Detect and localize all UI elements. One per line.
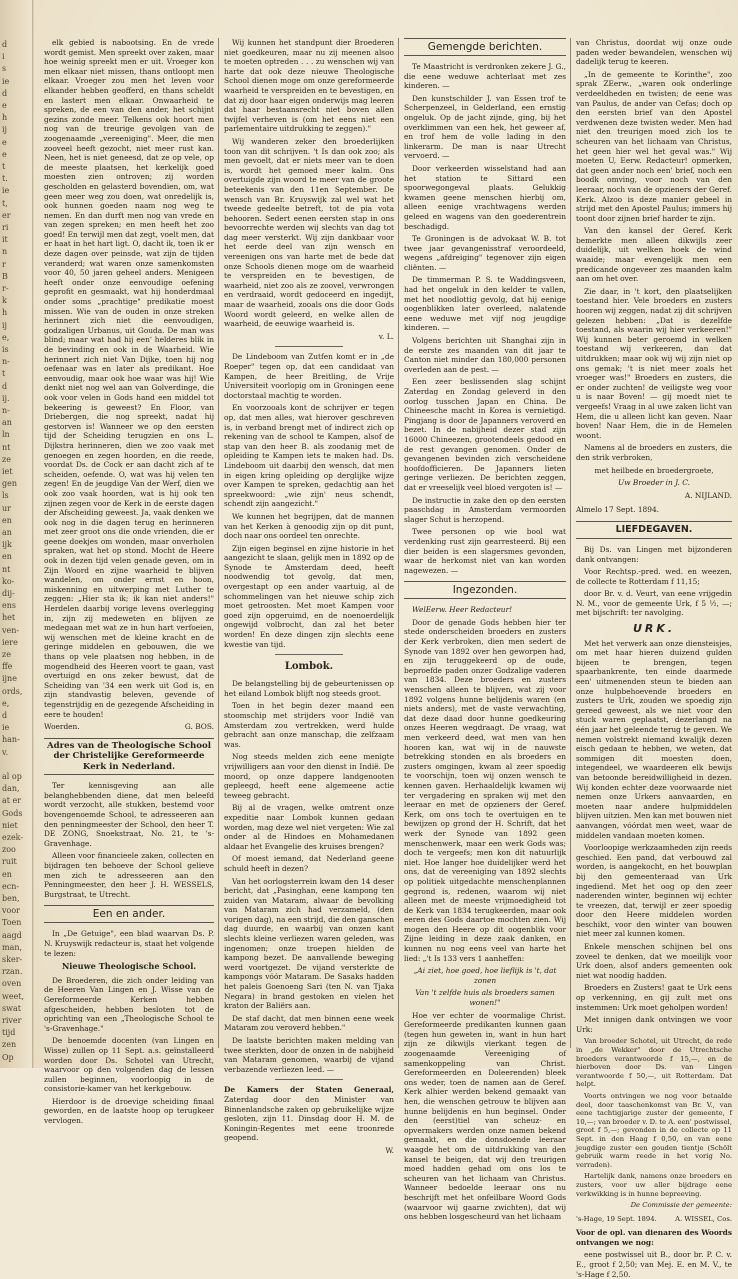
letter-paragraph: Hoe ver echter de voormalige Christ. Gereformeerde predikanten kunnen gaan (tegen hun geweten in, want in hun hart zijn ze dikwijls vierkant tegen de zoogenaamde Vereeniging of samenkoppeling van Christ. Gereformeerden en Doleerenden) bleek ons weder, toen de namen aan de Geref. Kerk alhier werden bekend gemaakt van hen, die wenschen getrouw te blijven aan hunne belijdenis en hun beginsel. Onder den (eerst)tiel van scheuz- en opvermakers werden onze namen bekend gemaakt, en die donsdoende leeraar waagde het om de uitdrukking van den kansel te beigen, dat wij den treurigen moed hadden gehad om ons los te scheuren van het lichaam van Christus. Wanneer bedoelde leeraar ons nu beschrijft met het onfeilbare Woord Gods (waarvoor wij gaarne zwichten), dat wij ons hebben losgescheurd van het lichaam: [404, 1010, 566, 1222]
adjacent-page-fragment: it: [2, 235, 8, 245]
adjacent-page-fragment: d: [2, 711, 8, 720]
letter-place-date: Almelo 17 Sept. 1894.: [576, 505, 659, 515]
article-paragraph: En voorzooals kont de schrijver er tegen op, dat men alles, wat hierover geschreven is, in verband brengt met of indirect zich op rekening van de school te Kampen, alsof de stap van den heer B. als zoodanig met de opleiding te Kampen iets te maken had. Ds. Lindeboom uit daarbij den wensch, dat men in eigen kring opleiding op derglijke wijze over Kampen te spreken, gedachtig aan het spreekwoord: „wie zijn' neus schendt, schendt zijn aangezicht.": [224, 403, 394, 509]
adjacent-page-fragment: zen: [2, 1040, 17, 1050]
adjacent-page-fragment: is: [2, 345, 9, 354]
donation-paragraph: Bij Ds. van Lingen met bijzonderen dank ontvangen:: [576, 544, 732, 564]
column-4: [576, 38, 732, 1279]
adjacent-page-fragment: ffe: [2, 662, 13, 672]
adjacent-page-fragment: weet,: [2, 991, 25, 1001]
article-paragraph: Van het oorlogsterrein kwam den 14 deser bericht, dat „Pasinghan, eene kampong ten zuiden van Mataram, alwaar de bevolking van Mataram zich had verzameld, (den vorigen dag), na een strijd, die den ganschen dag duurde, en waarbij van onzen kant slechts kleine verliezen waren geleden, was ingenomen; onze troepen hielden de kampong bezet. De aanvallende beweging werd voortgezet. De vijand versterkte de kampongs vóór Mataram. De Sasaks hadden het paleis Goenoeng Sari (ten N. van Tjaka Negara) in brand gestoken en vielen het kraton der Baliërs aan.: [224, 876, 394, 1011]
signature: W.: [385, 1145, 394, 1155]
section-divider: [275, 654, 343, 655]
article-paragraph: Toen in het begin dezer maand een stoomschip met strijders voor Indië van Amsterdam zou vertrekken, werd hulde gebracht aan onze manschap, die zelfzaam was.: [224, 701, 394, 749]
letter-paragraph: Van den kansel der Geref. Kerk bemerkte men alleen dikwijls zeer duidelijk, uit welken hoek de wind waaide; maar evengelijk men een predicande ongeveer zes maanden kalm aan om het over.: [576, 226, 732, 284]
adjacent-page-fragment: man,: [2, 942, 23, 952]
adjacent-page-fragment: swat: [2, 1003, 21, 1013]
adjacent-page-fragment: ven-: [2, 625, 20, 635]
adjacent-page-fragment: en: [2, 552, 12, 562]
news-item: Volgens berichten uit Shanghai zijn in de eerste zes maanden van dit jaar te Canton niet minder dan 180,000 personen overleden aan de pest. —: [404, 336, 566, 374]
nieuwe-school-paragraph-2: De benoemde docenten (van Lingen en Wisse) zullen op 11 Sept. a.s. geïnstalleerd worden door Ds. Schotel van Utrecht, waarvoor op den volgenden dag de lessen zullen beginnen, voorloopig in de consistorie-kamer van het kerkgebouw.: [44, 1036, 214, 1094]
adjacent-page-fragment: zoo: [2, 845, 16, 855]
ingezonden-heading: Ingezonden.: [404, 581, 566, 599]
adjacent-page-fragment: h: [2, 113, 8, 123]
nieuwe-school-heading: Nieuwe Theologische School.: [61, 961, 197, 972]
small-paragraph: Voorts ontvingen we nog voor betaalde deel, door taaschenkomst van Br. V., van eene tachtigjarige zuster der gemeente, f 10,—; van broeder v. D. te A. een' postwissel, groot f 5,—; gevonden in de collecte op 11 Sept. in den Haag f 0,50, en van eene jeugdige zuster een gouden tientje (Schölt gebruik warm reede in het vorig No. verraden).: [576, 1091, 732, 1169]
letter-signature: A. NIJLAND.: [684, 490, 732, 500]
quoted-verse: „Ai ziet, hoe goed, hoe lieflijk is 't, dat zonen: [413, 966, 557, 985]
nieuwe-school-paragraph: De Broederen, die zich onder leiding van de Heeren Van Lingen en J. Wisse van de Gereformeerde Kerken hebben afgescheiden, hebben besloten tot de oprichting van een „Theologische School te 's-Gravenhage.": [44, 975, 214, 1033]
small-paragraph: Van broeder Schotel, uit Utrecht, de rede in „de Wekker" door de Utrechtsche broeders verantwoorde f 15,—, en de hierboven door Ds. van Lingen verantwoorde f 50,—, uit Rotterdam. Dat helpt.: [576, 1037, 732, 1089]
column-rule-3: [570, 38, 571, 1048]
signature: v. L.: [378, 331, 394, 341]
adjacent-page-fragment: niet: [2, 820, 18, 830]
adjacent-page-fragment: ri: [2, 223, 9, 232]
letter-paragraph: „In de gemeente te Korinthe", zoo sprak ZEerw., „waren ook onderlinge verdeeldheden en twisten; de eene was van Paulus, de ander van Cefas; doch op den eersten brief van den Apostel verdwenen deze twisten weder. Men had niet den treurigen moed zich los te scheuren van het lichaam van Christus, het geen hier wel het geval was." Wij moeten U, Eerw. Redacteur! opmerken, dat geen ander noch een' brief, noch een boodk omving, voor noch van den leeraar, noch van de opzieners der Geref. Kerk. Alzoo is deze manier gebeel in strijd met den Apostel Paulus; immers hij toont door zijnen brief harder te zijn.: [576, 69, 732, 223]
adjacent-page-fragment: iere: [2, 637, 18, 647]
adjacent-page-margin: [0, 0, 33, 1068]
adjacent-page-fragment: n: [2, 247, 8, 257]
adjacent-page-fragment: Toen: [2, 918, 22, 928]
adjacent-page-fragment: d: [2, 40, 8, 49]
lombok-heading: Lombok.: [284, 661, 334, 673]
adjacent-page-fragment: Op: [2, 1052, 14, 1062]
news-item: De timmerman P. S. te Waddingsveen, had het ongeluk in den kelder te vallen, met het noodlottig gevolg, dat hij eenige oogenblikken later overleed, nalatende eene weduwe met vijf nog jeugdige kinderen. —: [404, 275, 566, 333]
pred-paragraph: eene postwissel uit B., door br. P. C. v. E., groot f 2,50; van Mej. E. en M. V., te 's-Hage f 2,50.: [576, 1250, 732, 1279]
article-paragraph: De Lindeboom van Zutfen komt er in „de Roeper" tegen op, dat een candidaat van Kampen, de heer Breitling, de Vrije Universiteit voorlopig om in Groningen eene doctorstaal machtig te worden.: [224, 352, 394, 400]
adjacent-page-fragment: er: [2, 210, 11, 220]
adjacent-page-fragment: e: [2, 137, 7, 147]
adres-paragraph-2: Alleen voor financieele zaken, collecten en bijdragen ten behoeve der School gelieve men zich te adresseeren aan den Penningmeester, den heer J. H. WESSELS, Burgstraat, te Utrecht.: [44, 851, 214, 899]
article-paragraph: Wij kunnen het standpunt dier Broederen niet goedkeuren, maar nu zij meenen alsoo te moeten optreden . . . zu wenschen wij van harte dat ook deze nieuwe Theologische School dienen moge om onze gereformeerde waarheid te verspreiden en te bevestigen, en dat zij door haar eigen onderwijs mag leeren dat haar bestaansrecht niet boven allen twijfel verheven is (om het eens niet een parlementaire uitdrukking te zeggen).": [224, 38, 394, 134]
news-item: De instructie in zake den op den eersten paaschdag in Amsterdam vermoorden slager Schut is herzopend.: [404, 495, 566, 524]
adjacent-page-fragment: nt: [2, 564, 11, 574]
adjacent-page-fragment: e,: [2, 332, 10, 342]
liefdegaven-heading: LIEFDEGAVEN.: [576, 521, 732, 539]
column-1: [44, 38, 214, 1126]
closing-line: Uw Broeder in J. C.: [618, 478, 690, 488]
article-paragraph: Zijn eigen beginsel en zijne historie in het aangezicht te slaan, gelijk men in 1892 op de Synode te Amsterdam deed, heeft noodwendig tot gevolg, dat men, overgestapt op een ander vaartuig, al de schommelingen van het nieuwe schip zich moet getroosten. Met moet Kampen voor goed zijn opgeruimd, en de noenoerdelijk ongewijd volbrocht, dan zal het beter worden! En deze dingen zijn slechts eene kwestie van tijd.: [224, 543, 394, 649]
adjacent-page-fragment: dan,: [2, 784, 20, 794]
adjacent-page-fragment: at er: [2, 796, 22, 806]
urk-paragraph: Voorloopige werkzaamheden zijn reeds geschied. Een pand, dat verbouwd zal worden, is aangekocht, en het bouwplan bij den gemeenteraad van Urk ingediend. Met het oog op den zeer naderenden winter, beginnen wij echter te vreezen, dat, terwijl er zeer spoedig door den Heere middelen worden beschikt, voor den winter van bouwen niet meer zal kunnen komen.: [576, 843, 732, 939]
adjacent-page-fragment: nt: [2, 442, 11, 452]
adjacent-page-fragment: Gods: [2, 808, 23, 818]
urk-paragraph: Met het verwerk aan onze diensteisjes, om met haar hieren duizend gulden bijeen te brengen, tegen spaarbankrente, ten einde daarmede een' uitmenenden steun te bieden aan onze hulpbehoevende broeders en zusters te Urk, zouden we spoedig zijn gereed geweest, als we niet voor den stuck waren geplaatst, dezerlangd na één jaar het geleende terug te geven. We nemen volstrekt niemand kwalijk dezen eisch gedaan te hebben, we weten, dat sommigen dit moesten doen, integendeel, we waardeeren elk bewijs van betoonde bereidwilligheid in dezen. Wij konden echter deze voorwaarde niet nemen onze Urkers aanvaarden, en moeten naar andere hulpmiddelen blijven uitzien. Men kan met bouwen niet aanvangen, vóórdat men weet, waar de middelen vandaan moeten komen.: [576, 638, 732, 840]
article-paragraph: Wij wanderen zeker den broederlijken toon van dit schrijven. 't Is dan ook zoo; als men gevoelt, dat er niets meer van te doen is, wordt het gemoed meer kalm. Ons overtuigde zijn woord te meer van de groote beteekenis van den 11en September. De wensch van Br. Kruyswijk zal wel wat het tweede gedeelte betreft, tot de pia vota behooren. Sedert eenen eersten stap in ons bevoorrechte werden wij slechts van dag tot dag meer versterkt. Wij zijn dankbaar voor het eerde deel van zijn wensch en vereenigen ons van harte met de bede dat onze Schools dienen moge om de waarheid te verspreiden en te bevestigen, de waarheid, niet zoo als ze zoovel, verwrongen en verdraaid, wordt gedoceerd en ingedijt, maar de waarheid, zooals ons die door Gods Woord wordt geleerd, en welke allen de waarheid, de eeuwige waarheid is.: [224, 136, 394, 329]
letter-paragraph: Zie daar, in 't kort, den plaatselijken toestand hier. Vele broeders en zusters hooren wij zeggen, nadat zij dit schrijven gelezen hebben: „Dat is dezelfde toestand, als waarin wij hier verkeeren!" Wij kunnen beter geroemd in welken toestand wij verkeeren, dan dat uitdrukken; maar ook wij wij zijn niet op ons gemak; 't is niet meer zoals het vroeger was!" Broeders en zusters, die er onder zuchten! de veiligste weg voor u is naar Boven! — gij moedt niet te vergeefs! Vraag in al uwe zaken licht van Hem, die u alleen licht kan geven. Naar boven! Naar Hem, die in de Hemelen woont.: [576, 286, 732, 440]
kamers-paragraph: [224, 1085, 394, 1143]
adjacent-page-fragment: en: [2, 869, 12, 879]
adjacent-page-fragment: rzan.: [2, 967, 23, 977]
news-item: Den kunstschilder J. van Essen trof te Scherpenzeel, in Gelderland, een ernstig ongeluk. Op de jacht zijnde, ging, bij het overklimmen van een hek, het geweer af, en trof hem de volle lading in den linkerarm. De man is naar Utrecht vervoerd. —: [404, 93, 566, 161]
adjacent-page-fragment: ruit: [2, 857, 17, 867]
news-item: Te Maastricht is verdronken zekere J. G., die eene weduwe achterlaat met zes kinderen. —: [404, 62, 566, 91]
letter-paragraph: Namens al de broeders en zusters, die den strik verbroken,: [576, 443, 732, 462]
adjacent-page-fragment: iet: [2, 467, 13, 476]
adjacent-page-fragment: ijk: [2, 540, 12, 550]
article-paragraph: Bij al de vragen, welke omtrent onze expeditie naar Lombok kunnen gedaan worden, mag deze wel niet vergeten: Wie zal onder al de Hindoes en Mohamedanen aldaar het Evangelie des kruises brengen?: [224, 803, 394, 851]
letter-paragraph: van Christus, doordat wij onze oude paden weder bewandelen, wenschen wij dadelijk terug te keeren.: [576, 38, 732, 67]
section-divider: [275, 346, 343, 347]
adjacent-page-fragment: gen: [2, 479, 18, 489]
column-rule-2: [398, 38, 399, 1048]
urk-heading: URK.: [632, 622, 676, 636]
adjacent-page-fragment: al op: [2, 772, 22, 781]
adjacent-page-fragment: e: [2, 149, 7, 159]
article-paragraph: De belangstelling bij de gebeurtenissen op het eiland Lombok blijft nog steeds groot.: [224, 679, 394, 698]
adjacent-page-fragment: ij.: [2, 393, 10, 403]
adjacent-page-fragment: ie: [2, 186, 10, 196]
letter-paragraph: Door de genade Gods hebben hier ter stede onderscheiden broeders en zusters der Kerk verbroken, dien men sedert de Synode van 1892 over hen geworpen had, en zijn teruggekeerd op de oude, beproefde paden onzer Godzalige vaderen van 1834. Deze broeders en zusters wenschen alleen te blijven, wat zij voor 1892 volgens hunne belijdenis waren (en niets anders), met de vaste verwachting, dat deze daad door hunne goedkeuring onzes Heeren wegdraagt. De vraag, wat men verkeerd deed, wat men van hen hooren kan, wat wij in de nauwste betrekking stonden en als broeders en zusters omgingen, kwam al zeer spoedig te voorschijn, toen wij onzen wensch te kennen gaven. Herhaaldelijk kwamen wij ter vergadering en spraken wij met den leeraar en met de opzieners der Geref. Kerk, om ons toch te overtuigen en te bewijzen op grond der H. Schrift, dat het werk der Synode van 1892 geen menschenwerk, maar een werk Gods was; doch te vergeefs; men kon dit natuurlijk niet. Hoe langer hoe duidelijker werd het ons, dat de vereeniging van 1892 slechts op politiek uitgedachte menschenplannen gegrond is, redenen, waarom wij niet alleen met de meeste vrijmoedigheid tot de Kerk van 1834 terugkeerden, maar ook eeren des Gods daartoe mochten zien. Wij mogen den Heere op dit oogenblik voor Zijne leiding in deze zaak danken, en kunnen nu nog eens veel van harte het lied: „'t Is 133 vers 1 aanheffen:: [404, 617, 566, 963]
adjacent-page-fragment: e: [2, 101, 7, 110]
small-paragraph: Hartelijk dank, namens onze broeders en zusters, voor uw aller bijdrage eene verkwikking is in hunne bepreeving.: [576, 1172, 732, 1198]
closing-line: met heilbede en broedergroete,: [594, 465, 714, 475]
commissie-footer: [576, 1215, 732, 1224]
adres-heading: Adres van de Theologische School der Christelijke Gereformeerde Kerk in Nederland.: [44, 738, 214, 776]
adjacent-page-fragment: v.: [2, 747, 9, 757]
signature: [44, 722, 214, 732]
section-divider: [275, 1079, 343, 1080]
adjacent-page-fragment: t: [2, 369, 6, 379]
adjacent-page-fragment: s: [2, 64, 7, 74]
adjacent-page-fragment: h: [2, 308, 8, 318]
adjacent-page-fragment: ens: [2, 601, 16, 611]
gemengde-berichten-heading: Gemengde berichten.: [404, 38, 566, 56]
signature-place: Woerden.: [44, 722, 80, 732]
donation-paragraph: Voor Rechtsp.-pred. wed. en weezen, de collecte te Rotterdam f 11,15;: [576, 567, 732, 586]
een-en-ander-intro: In „De Getuige", een blad waarvan Ds. P. N. Kruyswijk redacteur is, staat het volgende te lezen:: [44, 929, 214, 958]
urk-paragraph: Met innigen dank ontvingen we voor Urk:: [576, 1015, 732, 1034]
pred-heading: Voor de opl. van dienaren des Woords ontvangen we nog:: [576, 1228, 732, 1247]
column-3: [404, 38, 566, 1222]
adjacent-page-fragment: aagd: [2, 930, 22, 940]
adjacent-page-fragment: t.: [2, 174, 8, 184]
adjacent-page-fragment: n-: [2, 406, 10, 415]
column-rule-1: [218, 38, 219, 1048]
een-en-ander-heading: Een en ander.: [44, 905, 214, 923]
adjacent-page-fragment: ords,: [2, 686, 23, 696]
column-2: [224, 38, 394, 1155]
adjacent-page-fragment: n-: [2, 357, 10, 367]
quoted-verse: Van 't zelfde huis als broeders samen wonen!": [415, 988, 555, 1008]
adjacent-page-fragment: en: [2, 515, 12, 525]
adjacent-page-fragment: r-: [2, 284, 9, 293]
adjacent-page-fragment: d: [2, 88, 8, 98]
donation-paragraph: door Br. v. d. Veurt, van eene vrijgedin N. M., voor de gemeente Urk, f 5 ½, —; met bijschrift: ter navolging.: [576, 589, 732, 618]
adjacent-page-fragment: han-: [2, 735, 20, 745]
adjacent-page-fragment: ze: [2, 454, 11, 464]
news-item: Te Groningen is de advokaat W. B. tot twee jaar gevangenisstraf veroordeeld, wegens „afdreiging" tegenover zijn eigen cliënten. —: [404, 234, 566, 272]
adjacent-page-fragment: ij: [2, 320, 8, 330]
adjacent-page-fragment: ko-: [2, 576, 15, 586]
adjacent-page-fragment: dij-: [2, 589, 15, 598]
adjacent-page-fragment: B: [2, 271, 8, 281]
adjacent-page-fragment: an: [2, 418, 12, 428]
commissie-place: 's-Hage, 19 Sept. 1894.: [576, 1214, 657, 1223]
adjacent-page-fragment: ls: [2, 491, 9, 501]
nieuwe-school-paragraph-3: Hierdoor is de droevige scheiding finaal geworden, en de laatste hoop op terugkeer vervlogen.: [44, 1096, 214, 1126]
article-paragraph: Of moest iemand, dat Nederland geene schuld heeft in dezen?: [224, 854, 394, 873]
adjacent-page-fragment: ie: [2, 723, 10, 733]
urk-paragraph: Enkele menschen schijnen bel ons zoveel te denken, dat we moeilijk voor Urk doen, alsof anders gemeenten ook niet wat noodig hadden.: [576, 942, 732, 980]
lombok-article: [224, 679, 394, 1074]
adjacent-page-fragment: het: [2, 613, 16, 623]
adjacent-page-fragment: d: [2, 381, 8, 391]
article-paragraph: Nog steeds melden zich eene menigte vrijwilligers aan voor den dienst in Indië. De moord, op onze dappere landgenooten gepleegd, heeft eene algemeene actie teweeg gebracht.: [224, 752, 394, 800]
adres-paragraph: Ter kennisgeving aan alle belanghebbenden diene, dat men beleefd wordt verzocht, alle stukken, bestemd voor bovengenoemde School, te adresseeren aan den penningmeester der School, den heer T. DE ZONG, Snoekstraat, No. 21, te 's-Gravenhage.: [44, 781, 214, 848]
commissie-signature: De Commissie der gemeente:: [630, 1201, 732, 1210]
adjacent-page-fragment: ijne: [2, 674, 17, 684]
adjacent-page-fragment: voor: [2, 906, 20, 916]
article-paragraph: De laatste berichten maken melding van twee sterkten, door de onzen in de nabijheid van Mataram genomen, waarbij de vijand verbazende verliezen leed. —: [224, 1036, 394, 1074]
adjacent-page-fragment: river: [2, 1016, 22, 1025]
news-item: Een zeer beslissenden slag schijnt Zaterdag en Zondag geleverd in den oorlog tusschen Japan en China. De Chineesche macht in Korea is vernietigd. Pingjang is door de Japanners veroverd en bezet. In de nabijheid dezer stad zijn 16000 Chineezen, grootendeels gedood en de rest gevangen genomen. Onder de gevangenen bevinden zich verscheidene hoofdofficieren. De Japanners lieten geringe verliezen. De berichten zeggen, dat er vreeselijk veel bloed vergoten is! —: [404, 377, 566, 492]
adjacent-page-fragment: ur: [2, 503, 11, 513]
urk-paragraph: Broeders en Zusters! gaat te Urk eens op verkenning, en gij zult met ons instemmen: Urk moet geholpen worden!: [576, 983, 732, 1012]
article-paragraph: elk gebied is nabootsing. En de vrede wordt gemist. Men spreekt over zaken, maar hoe weinig spreekt men er uit. Vroeger kon men elkaar niet missen, thans ontloopt men elkaar. Vroeger zou men het leven voor elkander hebben geofferd, en thans scheldt en lastert men elkaar. Onwaarheid te spreken, de een van den ander, het schijnt gezins zonde meer. Telkens ook hoort men nog van de treurige gevolgen van de zoogenaamde „vereeniging". Meer, die men zooveel heeft gezocht, niet meer rust kan. Neen, het is niet geneesd, dat ze op vele, op de meeste plaatsen, het kerkelijk goed moesten zien ontroven; zij worden gescholden en gelasterd bovendien, om, wat geen meer weg zou doen, wat onredelijk is, ook hunnen goeden naam nog weg te nemen. En dan durft men nog van vrede en van zegen spreken; en men heeft het zoo goed! En terwijl men dat zegt, voelt men, dat er haat in het hart ligt. O, dacht ik, toen ik er deze dagen over peinsde, wat zijn de tijden veranderd; wat waren onze samenkomsten voor 40, 50 jaren geheel anders. Menigeen heeft onder onze eenvoudige oefening geprofit en gesmaakt, wat hij honderdmaal onder soms „prachtige" predikatie moest missen. Wie van de ouden in onze streken herinnert zich niet die eenvoudigen, godzaligen Urbanus, uit Gouda. De man was blind; maar wat had hij een' helderes blik in de bevinding en ook in de Waarheid. Wie herinnert zich niet Van Dijke, toen hij nog oefenaar was en later als predikant. Hoe eenvoudig, maar ook hoe waar was hij! Wie denkt niet nog wel aan van Golverdinge, die ook voor velen in Gods hand een middel tot bekeering is geweest? En Floor, van Driebergen, die nog spreekt, nadat hij gestorven is! Wanneer we op den eersten tijd der Scheiding terugzien en ons L. Dijkstra herinneren, dien we zoo vaak met genoegen en zegen hoorden, en die reede, voordat Ds. de Cock er aan dacht zich af te scheiden, oefende. O, wat was hij velen ten zegen! En de jeugdige Van der Werf, dien we ook zoo vaak hoorden, wat is hij ook ten zijnen zegen voor de Kerk in de eerste dagen der Afscheiding geweest. Ja, vaak denken we ook nog in die dagen terug en herinneren met zeer groot ons die onde vrienden, die er geene doekjes om wonden, maar onverholen spraken, wat het op stond. Mocht de Heere ook in dezen tijd velen genade geven, om in Zijn Woord en zijne waarheid te blijven wandelen, om onder ernst en hoon, miskenning en uitwerping met Luther te zeggen: „Hier sta ik; ik kan niet anders!" Herdelen daarbij vorige levens overlegging in, zijn zij medeweten en blijven ze medegaan met wat ze in hun hart verfoeien, wij wenschen met de kleine kracht en de geringe middelen en gebouwen, die we thans op vele plaatsen nog hebben, in de mogendheid des Heeren voort te gaan, vast overtuigd en ons zeker bewust, dat de Scheiding van '34 een werk uit God is, en zijn standvastig beleven, gevende of tegenstrijdig en de gezegende Afscheiding in eere te houden!: [44, 38, 214, 719]
commissie-name: A. WISSEL, Cos.: [675, 1214, 732, 1223]
signature-name: G. BOS.: [184, 722, 214, 732]
news-item: Door verkeerden wisselstand had aan het station te Sittard een spoorwegongeval plaats. Gelukkig kwamen geene menschen hierbij om, alleen eenige vrachtwagens werden geleed en wagens van den goederentrein beschadigd.: [404, 163, 566, 231]
adjacent-page-fragment: oven: [2, 979, 22, 989]
adjacent-page-fragment: an: [2, 528, 12, 537]
adjacent-page-fragment: r: [2, 259, 6, 269]
adjacent-page-fragment: ln: [2, 430, 10, 440]
page-fold-shadow: [32, 0, 34, 1068]
news-item: Twee personen op wie bool wat verdenking rust zijn gearresteerd. Bij een dier beiden is een slagersmes gevonden, waar de herkomst niet van kan worden nagewezen. —: [404, 527, 566, 575]
salutation: WelEerw. Heer Redacteur!: [412, 605, 513, 615]
adjacent-page-fragment: ze: [2, 650, 11, 659]
article-paragraph: De staf dacht, dat men binnen eene week Mataram zou veroverd hebben.": [224, 1013, 394, 1033]
adjacent-page-fragment: ezek-: [2, 833, 24, 842]
adjacent-page-fragment: tijd: [2, 1028, 16, 1038]
adjacent-page-fragment: k: [2, 296, 7, 306]
adjacent-page-fragment: sker-: [2, 955, 23, 964]
kamers-heading: De Kamers der Staten Generaal,: [224, 1085, 394, 1095]
adjacent-page-fragment: t,: [2, 198, 8, 208]
adjacent-page-fragment: e,: [2, 698, 10, 708]
adjacent-page-fragment: t: [2, 162, 6, 171]
adjacent-page-fragment: ben,: [2, 894, 20, 903]
adjacent-page-fragment: ij: [2, 125, 8, 135]
adjacent-page-fragment: ecn-: [2, 881, 20, 891]
adjacent-page-fragment: ie: [2, 76, 10, 86]
adjacent-page-fragment: i: [2, 52, 5, 62]
kamers-text: Zaterdag door den Minister van Binnenlandsche zaken op gebruikelijke wijze gesloten, zijn 11. Dinsdag door H. M. de Koningin-Regentes met eene troonrede geopend.: [224, 1094, 394, 1143]
article-paragraph: We kunnen het begrijpen, dat de mannen van het Kerken à genoodig zijn op dit punt, doch naar ons oordeel ten onrechte.: [224, 511, 394, 541]
